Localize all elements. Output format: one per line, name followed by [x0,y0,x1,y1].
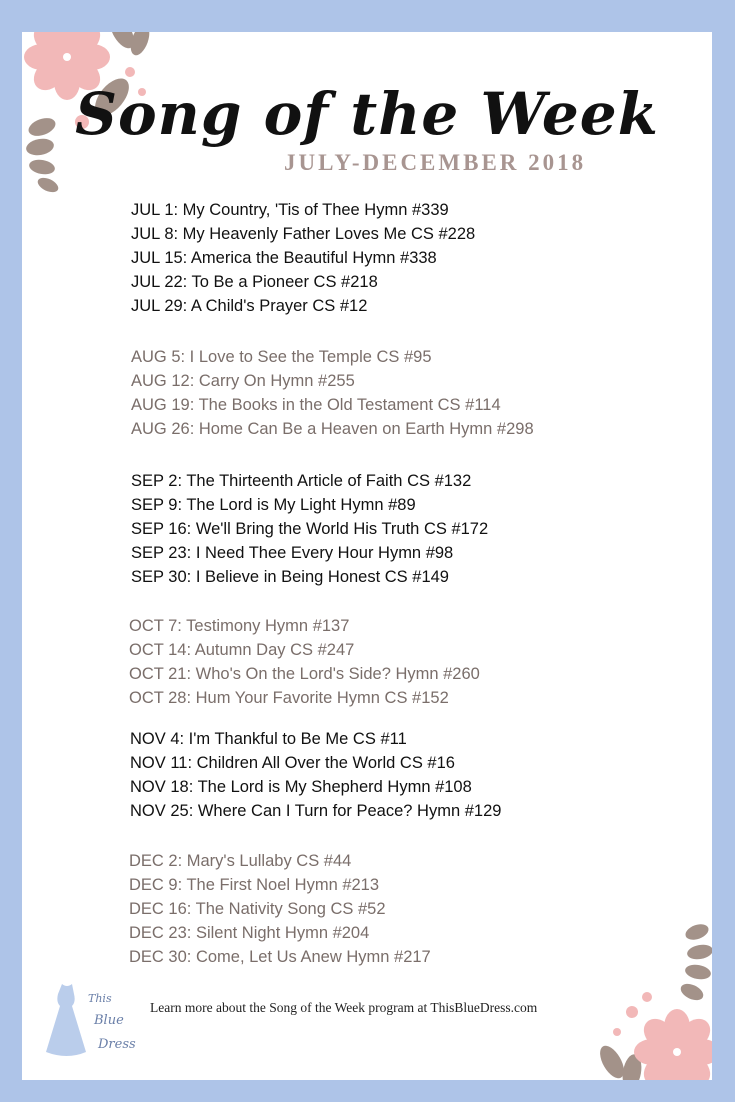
page-subtitle: JULY-DECEMBER 2018 [284,150,587,175]
list-item: OCT 7: Testimony Hymn #137 [129,617,350,635]
month-list-nov [130,727,501,823]
list-item: NOV 25: Where Can I Turn for Peace? Hymn #129 [130,802,502,820]
svg-text:This: This [88,992,112,1005]
svg-text:Dress: Dress [98,1037,136,1052]
list-item: NOV 18: The Lord is My Shepherd Hymn #108 [130,778,472,796]
list-item: DEC 30: Come, Let Us Anew Hymn #217 [129,948,431,966]
list-item: JUL 8: My Heavenly Father Loves Me CS #228 [131,225,476,243]
list-item: DEC 2: Mary's Lullaby CS #44 [129,852,352,870]
list-item: JUL 22: To Be a Pioneer CS #218 [131,273,378,291]
dress-logo-icon [42,980,137,1060]
list-item: AUG 12: Carry On Hymn #255 [131,372,355,390]
list-item: AUG 26: Home Can Be a Heaven on Earth Hymn #298 [131,420,534,438]
footer-text: Learn more about the Song of the Week program at ThisBlueDress.com [150,1000,538,1015]
month-list-aug [131,345,534,441]
list-item: SEP 30: I Believe in Being Honest CS #149 [131,568,449,586]
svg-text:Blue: Blue [94,1013,124,1028]
list-item: OCT 14: Autumn Day CS #247 [129,641,355,659]
list-item: SEP 2: The Thirteenth Article of Faith CS #132 [131,472,472,490]
list-item: AUG 5: I Love to See the Temple CS #95 [131,348,432,366]
song-card [22,32,712,1080]
list-item: OCT 28: Hum Your Favorite Hymn CS #152 [129,689,449,707]
list-item: OCT 21: Who's On the Lord's Side? Hymn #260 [129,665,480,683]
page-title: Song of the Week [75,80,659,148]
list-item: DEC 9: The First Noel Hymn #213 [129,876,380,894]
month-list-oct [129,614,480,710]
floral-decoration-bottom-right-icon [572,912,712,1080]
month-list-sep [131,469,488,589]
list-item: NOV 11: Children All Over the World CS #16 [130,754,455,772]
month-list-dec [129,849,431,969]
list-item: SEP 9: The Lord is My Light Hymn #89 [131,496,416,514]
list-item: DEC 23: Silent Night Hymn #204 [129,924,370,942]
list-item: SEP 23: I Need Thee Every Hour Hymn #98 [131,544,454,562]
list-item: SEP 16: We'll Bring the World His Truth CS #172 [131,520,489,538]
list-item: AUG 19: The Books in the Old Testament CS #114 [131,396,501,414]
month-list-jul [131,198,475,318]
list-item: NOV 4: I'm Thankful to Be Me CS #11 [130,730,407,748]
list-item: DEC 16: The Nativity Song CS #52 [129,900,386,918]
list-item: JUL 1: My Country, 'Tis of Thee Hymn #339 [131,201,449,219]
list-item: JUL 15: America the Beautiful Hymn #338 [131,249,437,267]
list-item: JUL 29: A Child's Prayer CS #12 [131,297,368,315]
